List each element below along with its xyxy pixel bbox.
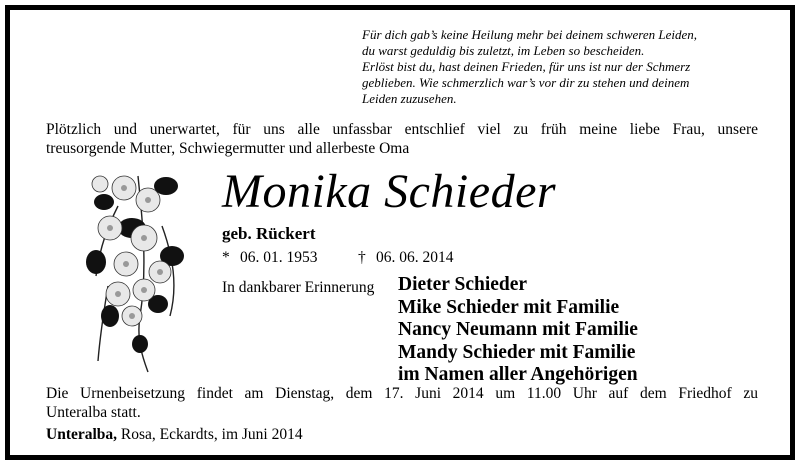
mourner-name: Dieter Schieder [398,274,528,295]
verse-line: geblieben. Wie schmerzlich war’s vor dir zu stehen und deinem [362,75,690,90]
mourner-name: Mike Schieder mit Familie [398,296,620,318]
mourner-name: Mandy Schieder mit Familie [398,341,636,363]
announcement-line: Plötzlich und unerwartet, für uns alle unfassbar entschlief viel zu früh meine liebe Frau, unsere [46,121,758,138]
mourners-list [398,274,638,387]
memorial-verse [362,27,782,107]
announcement-text [46,120,758,158]
verse-line: Leiden zuzusehen. [362,91,457,106]
mourner-name: Nancy Neumann mit Familie [398,319,638,340]
place-rest: Rosa, Eckardts, im Juni 2014 [120,426,303,443]
orchid-bouquet-icon [78,166,190,374]
birth-date-line [222,249,318,267]
death-date-line [358,249,454,267]
mourner-name: im Namen aller Angehörigen [398,364,638,385]
funeral-line: Die Urnenbeisetzung findet am Dienstag, dem 17. Juni 2014 um 11.00 Uhr auf dem Friedhof zu [46,385,758,402]
memory-intro: In dankbarer Erinnerung [222,279,375,296]
place-town: Unteralba, [46,426,118,443]
verse-line: Für dich gab’s keine Heilung mehr bei deinem schweren Leiden, [362,27,698,42]
deceased-name: Monika Schieder [222,165,557,218]
place-and-date [46,426,303,444]
birth-symbol: * [222,249,230,266]
cross-icon: † [358,249,366,266]
funeral-line: Unteralba statt. [46,404,141,421]
verse-line: du warst geduldig bis zuletzt, im Leben so bescheiden. [362,43,645,58]
announcement-line: treusorgende Mutter, Schwiegermutter und allerbeste Oma [46,140,410,157]
verse-line: Erlöst bist du, hast deinen Frieden, für uns ist nur der Schmerz [362,59,691,74]
death-date: 06. 06. 2014 [376,249,454,266]
maiden-name: geb. Rückert [222,224,316,243]
birth-date: 06. 01. 1953 [240,249,318,266]
funeral-info [46,384,758,422]
